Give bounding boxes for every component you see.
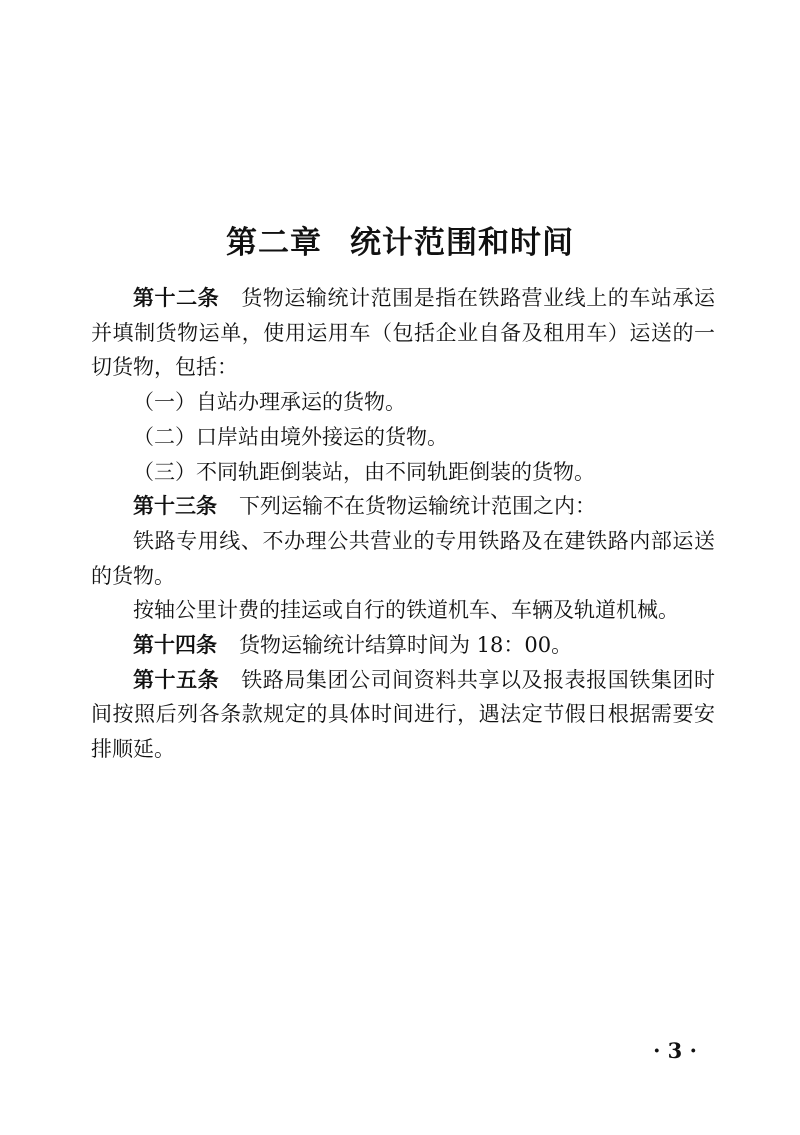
paragraph-exclusion-1	[91, 524, 715, 593]
paragraph-text: （三）不同轨距倒装站，由不同轨距倒装的货物。	[133, 459, 595, 484]
article-number: 第十五条	[133, 667, 220, 692]
paragraph-text: （二）口岸站由境外接运的货物。	[133, 424, 448, 449]
chapter-body	[91, 281, 715, 767]
paragraph-text: 铁路局集团公司间资料共享以及报表报国铁集团时间按照后列各条款规定的具体时间进行，遇法定节假日根据需要安排顺延。	[91, 667, 716, 762]
article-number: 第十四条	[133, 633, 217, 658]
paragraph-article-12	[91, 281, 715, 385]
chapter-number: 第二章	[226, 224, 322, 261]
article-number: 第十二条	[133, 286, 220, 310]
paragraph-exclusion-2	[91, 593, 715, 628]
page-number: · 3 ·	[653, 1038, 697, 1063]
paragraph-article-15	[91, 663, 715, 767]
chapter-title: 统计范围和时间	[350, 224, 574, 261]
paragraph-item-1	[91, 385, 715, 420]
paragraph-article-14	[91, 628, 715, 663]
paragraph-text: 下列运输不在货物运输统计范围之内：	[239, 494, 596, 519]
paragraph-text: 货物运输统计结算时间为 18：00。	[239, 633, 573, 658]
paragraph-text: 按轴公里计费的挂运或自行的铁道机车、车辆及轨道机械。	[133, 598, 679, 623]
article-number: 第十三条	[133, 494, 217, 519]
paragraph-item-3	[91, 455, 715, 490]
paragraph-text: （一）自站办理承运的货物。	[133, 390, 406, 415]
chapter-heading	[0, 217, 800, 262]
paragraph-article-13	[91, 489, 715, 524]
paragraph-text: 货物运输统计范围是指在铁路营业线上的车站承运并填制货物运单，使用运用车（包括企业自备及租用车）运送的一切货物，包括：	[91, 286, 716, 380]
paragraph-text: 铁路专用线、不办理公共营业的专用铁路及在建铁路内部运送的货物。	[91, 528, 715, 588]
paragraph-item-2	[91, 420, 715, 455]
